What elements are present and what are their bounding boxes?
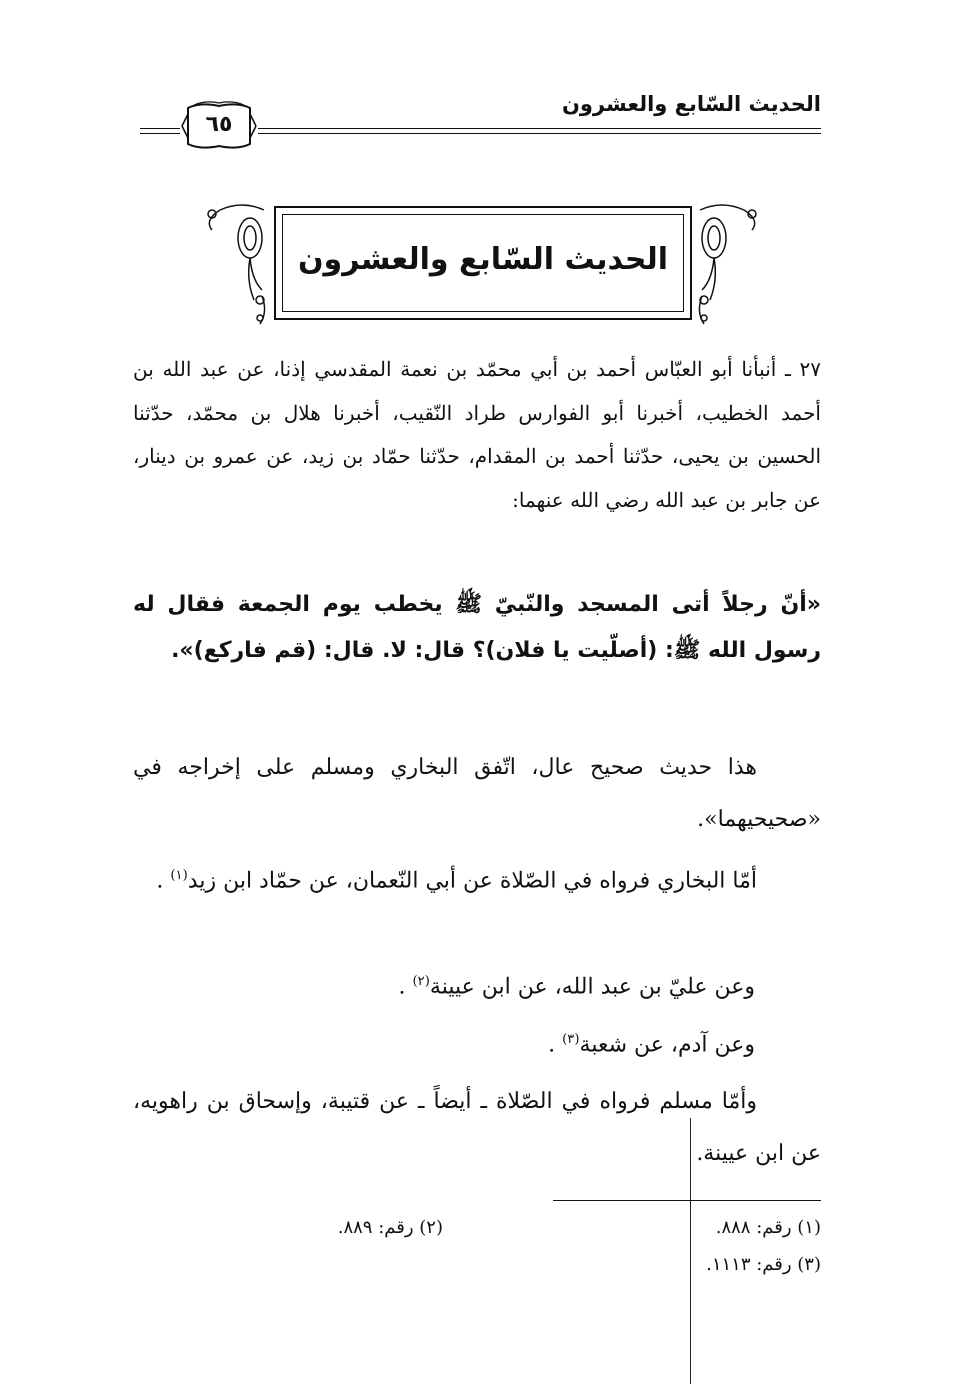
footnote-2: (٢) رقم: ٨٨٩. bbox=[337, 1217, 443, 1238]
floral-ornament-left bbox=[200, 200, 272, 334]
running-title: الحديث السّابع والعشرون bbox=[561, 92, 821, 116]
commentary-paragraph-4: وعن آدم، عن شعبة$^{(٣)}$ . bbox=[548, 1032, 755, 1058]
footnote-separator bbox=[553, 1200, 821, 1201]
commentary-text-1: هذا حديث صحيح عال، اتّفق البخاري ومسلم على إخراجه في «صحيحيهما». bbox=[133, 755, 821, 832]
chapter-title: الحديث السّابع والعشرون bbox=[297, 242, 669, 277]
footnote-ref-1[interactable]: (١) bbox=[170, 868, 188, 883]
page-number: ٦٥ bbox=[205, 112, 233, 137]
footnote-ref-3[interactable]: (٣) bbox=[562, 1032, 580, 1047]
page-number-cartouche bbox=[180, 100, 258, 152]
footnote-3: (٣) رقم: ١١١٣. bbox=[706, 1254, 821, 1275]
commentary-paragraph-5 bbox=[133, 1076, 821, 1180]
chapter-title-frame bbox=[274, 206, 692, 320]
commentary-text-2: أمّا البخاري فرواه في الصّلاة عن أبي النّعمان، عن حمّاد ابن زيد bbox=[187, 868, 757, 894]
footnote-ref-2[interactable]: (٢) bbox=[412, 974, 430, 989]
commentary-text-3: وعن عليّ بن عبد الله، عن ابن عيينة bbox=[429, 974, 755, 1000]
footnote-1: (١) رقم: ٨٨٨. bbox=[715, 1217, 821, 1238]
isnad-paragraph: ٢٧ ـ أنبأنا أبو العبّاس أحمد بن أبي محمّد بن نعمة المقدسي إذنا، عن عبد الله بن أحمد الخطيب، أخبرنا أبو الفوارس طراد النّقيب، أخبرنا هلال بن محمّد، حدّثنا الحسين بن يحيى، حدّثنا أحمد بن المقدام، حدّثنا حمّاد بن زيد، عن عمرو بن دينار، عن جابر بن عبد الله رضي الله عنهما: bbox=[133, 357, 821, 512]
hadith-text: «أنّ رجلاً أتى المسجد والنّبيّ ﷺ يخطب يوم الجمعة فقال له رسول الله ﷺ: (أصلّيت يا فلان)؟ قال: لا. قال: (قم فاركع)». bbox=[133, 592, 821, 663]
commentary-paragraph-1 bbox=[133, 742, 821, 846]
commentary-paragraph-2: أمّا البخاري فرواه في الصّلاة عن أبي النّعمان، عن حمّاد ابن زيد$^{(١)}$ . bbox=[156, 868, 757, 894]
commentary-text-5: وأمّا مسلم فرواه في الصّلاة ـ أيضاً ـ عن قتيبة، وإسحاق بن راهويه، عن ابن عيينة. bbox=[133, 1089, 821, 1166]
floral-ornament-right bbox=[692, 200, 764, 334]
commentary-text-4: وعن آدم، عن شعبة bbox=[579, 1032, 755, 1058]
scan-artifact-line bbox=[690, 1118, 691, 1384]
commentary-paragraph-3: وعن عليّ بن عبد الله، عن ابن عيينة$^{(٢)}$ . bbox=[398, 974, 755, 1000]
